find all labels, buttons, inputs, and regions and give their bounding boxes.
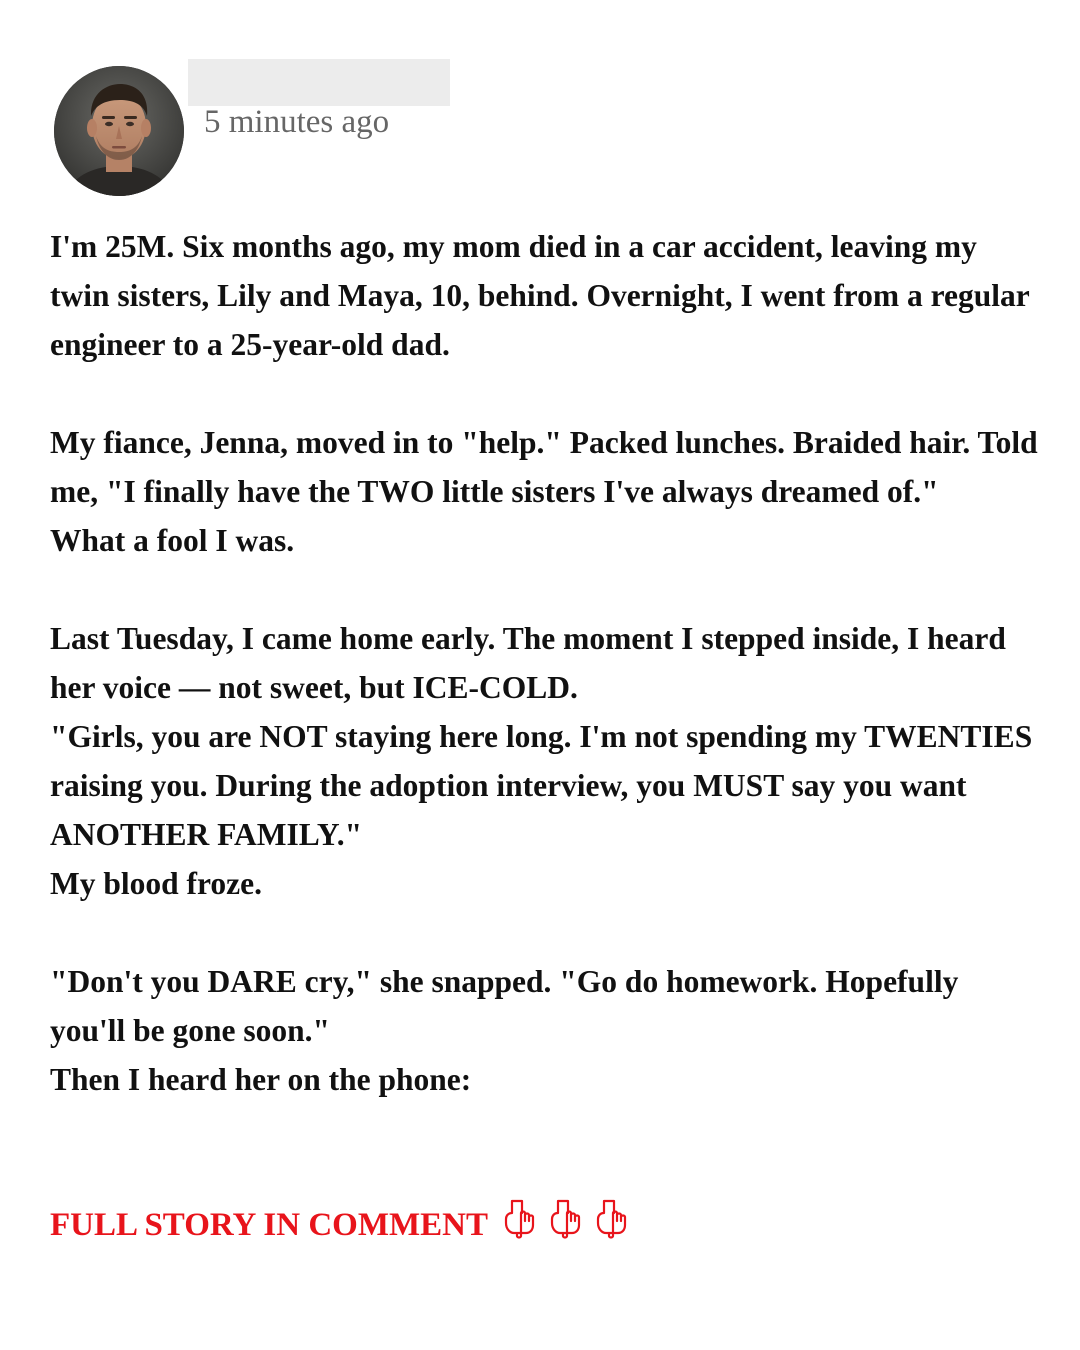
author-name-placeholder[interactable] — [188, 59, 450, 106]
avatar-photo — [54, 66, 184, 196]
post-body — [50, 222, 1040, 1153]
post-paragraph — [50, 418, 1040, 565]
post-timestamp[interactable]: 5 minutes ago — [204, 104, 390, 140]
pointing-down-hand-icon — [594, 1199, 630, 1239]
post-paragraph-line: I'm 25M. Six months ago, my mom died in a car accident, leaving my twin sisters, Lily and Maya, 10, behind. Overnight, I went from a regular engineer to a 25-year-old dad. — [50, 229, 1030, 362]
post-paragraph-line: Last Tuesday, I came home early. The moment I stepped inside, I heard her voice — not sweet, but ICE-COLD. — [50, 621, 1006, 705]
full-story-label: FULL STORY IN COMMENT — [50, 1207, 488, 1243]
post-paragraph-line: What a fool I was. — [50, 523, 295, 558]
post-paragraph — [50, 957, 1040, 1104]
post-header — [54, 66, 1034, 198]
pointing-down-hand-icon — [502, 1199, 538, 1239]
avatar[interactable] — [54, 66, 184, 196]
post-paragraph-line: Then I heard her on the phone: — [50, 1062, 472, 1097]
pointing-down-hand-icon — [548, 1199, 584, 1239]
post-paragraph — [50, 614, 1040, 908]
post-paragraph-line: "Girls, you are NOT staying here long. I'm not spending my TWENTIES raising you. During the adoption interview, you MUST say you want ANOTHER FAMILY." — [50, 719, 1033, 852]
post-paragraph-line: "Don't you DARE cry," she snapped. "Go do homework. Hopefully you'll be gone soon." — [50, 964, 959, 1048]
post-paragraph-line: My fiance, Jenna, moved in to "help." Packed lunches. Braided hair. Told me, "I finally have the TWO little sisters I've always dreamed of." — [50, 425, 1038, 509]
full-story-callout[interactable] — [50, 1197, 950, 1253]
post-paragraph-line: My blood froze. — [50, 866, 263, 901]
post-paragraph — [50, 222, 1040, 369]
